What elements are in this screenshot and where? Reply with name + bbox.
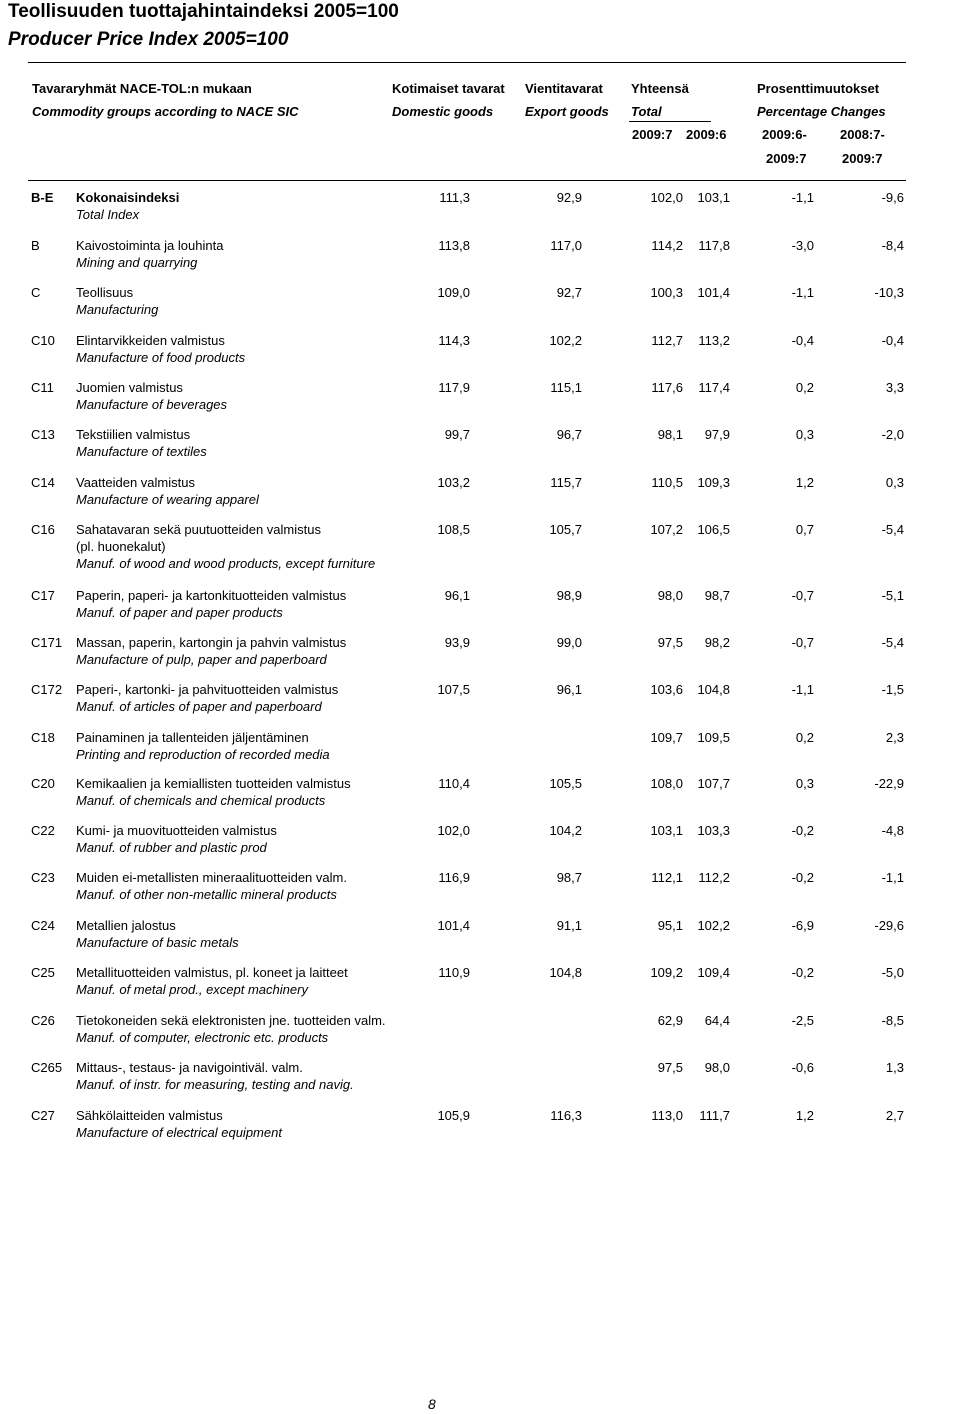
total-2009-6-value: 103,3: [697, 823, 730, 838]
row-code: C11: [31, 380, 54, 395]
export-value: 99,0: [556, 635, 582, 650]
row-label-fi: Paperin, paperi- ja kartonkituotteiden valmistus: [76, 588, 347, 603]
pct-change-monthly: -0,7: [791, 588, 814, 603]
total-2009-7-value: 100,3: [650, 285, 683, 300]
row-label-fi: Kaivostoiminta ja louhinta: [76, 238, 224, 253]
total-2009-7-value: 98,0: [657, 588, 683, 603]
row-code: B: [31, 238, 40, 253]
domestic-value: 107,5: [437, 682, 470, 697]
total-2009-7-value: 97,5: [657, 635, 683, 650]
pct-change-monthly: -3,0: [791, 238, 814, 253]
row-code: C10: [31, 333, 55, 348]
row-label-fi: Juomien valmistus: [76, 380, 183, 395]
row-code: C172: [31, 682, 63, 697]
table-row: [0, 823, 960, 863]
table-row: [0, 1060, 960, 1100]
header-export-en: Export goods: [525, 104, 609, 119]
total-2009-7-value: 107,2: [650, 522, 683, 537]
row-code: C26: [31, 1013, 55, 1028]
pct-change-monthly: -0,2: [791, 965, 814, 980]
export-value: 96,1: [556, 682, 582, 697]
header-pct1-a: 2009:6-: [762, 127, 807, 142]
pct-change-yearly: -22,9: [874, 776, 904, 791]
total-2009-6-value: 117,8: [698, 238, 730, 253]
header-groups-fi: Tavararyhmät NACE-TOL:n mukaan: [32, 81, 252, 96]
row-label-en: Manufacture of beverages: [76, 397, 228, 412]
domestic-value: 111,3: [439, 190, 470, 205]
row-code: C13: [31, 427, 55, 442]
row-label-en: Manuf. of metal prod., except machinery: [76, 982, 308, 997]
pct-change-yearly: -10,3: [874, 285, 904, 300]
table-row: [0, 918, 960, 958]
table-row: [0, 238, 960, 278]
total-2009-6-value: 104,8: [697, 682, 730, 697]
total-2009-7-value: 114,2: [651, 238, 683, 253]
pct-change-yearly: 2,3: [885, 730, 904, 745]
row-label-en: Manuf. of wood and wood products, except furniture: [76, 556, 376, 571]
row-label-fi: Kumi- ja muovituotteiden valmistus: [76, 823, 277, 838]
header-total-en: Total: [631, 104, 662, 119]
row-label-fi: Kokonaisindeksi: [76, 190, 180, 205]
domestic-value: 109,0: [437, 285, 470, 300]
row-label-fi: Kemikaalien ja kemiallisten tuotteiden valmistus: [76, 776, 351, 791]
row-label-fi: Teollisuus: [76, 285, 134, 300]
table-row: [0, 965, 960, 1005]
total-2009-6-value: 109,3: [697, 475, 730, 490]
total-2009-7-value: 97,5: [657, 1060, 683, 1075]
export-value: 96,7: [556, 427, 582, 442]
header-pct2-a: 2008:7-: [840, 127, 885, 142]
row-code: C171: [31, 635, 63, 650]
domestic-value: 102,0: [437, 823, 470, 838]
table-row: [0, 1108, 960, 1148]
pct-change-monthly: 1,2: [795, 1108, 814, 1123]
row-label-fi: Mittaus-, testaus- ja navigointiväl. valm.: [76, 1060, 303, 1075]
pct-change-yearly: -4,8: [881, 823, 904, 838]
table-row: [0, 588, 960, 628]
row-code: C18: [31, 730, 55, 745]
pct-change-monthly: -1,1: [791, 682, 814, 697]
row-label-en: Manufacturing: [76, 302, 159, 317]
pct-change-monthly: 0,2: [795, 730, 814, 745]
total-2009-7-value: 95,1: [657, 918, 683, 933]
pct-change-yearly: -29,6: [874, 918, 904, 933]
domestic-value: 96,1: [444, 588, 470, 603]
domestic-value: 117,9: [438, 380, 470, 395]
total-2009-6-value: 103,1: [697, 190, 730, 205]
header-bottom-rule: [28, 180, 906, 181]
pct-change-monthly: -0,4: [791, 333, 814, 348]
total-2009-7-value: 102,0: [650, 190, 683, 205]
table-row: [0, 870, 960, 910]
pct-change-monthly: 1,2: [795, 475, 814, 490]
export-value: 105,7: [549, 522, 582, 537]
header-domestic-fi: Kotimaiset tavarat: [392, 81, 505, 96]
total-2009-7-value: 112,1: [651, 870, 683, 885]
total-2009-7-value: 117,6: [651, 380, 683, 395]
row-code: C: [31, 285, 41, 300]
row-label-fi: Elintarvikkeiden valmistus: [76, 333, 225, 348]
pct-change-yearly: -9,6: [881, 190, 904, 205]
pct-change-monthly: -0,7: [791, 635, 814, 650]
total-2009-6-value: 106,5: [697, 522, 730, 537]
domestic-value: 110,4: [438, 776, 470, 791]
page-number: 8: [428, 1396, 436, 1412]
row-label-en: Printing and reproduction of recorded media: [76, 747, 330, 762]
pct-change-monthly: -6,9: [791, 918, 814, 933]
header-groups-en: Commodity groups according to NACE SIC: [32, 104, 299, 119]
row-code: C25: [31, 965, 55, 980]
pct-change-yearly: -8,5: [881, 1013, 904, 1028]
row-label-en: Manufacture of textiles: [76, 444, 207, 459]
export-value: 92,9: [556, 190, 582, 205]
total-2009-6-value: 98,0: [704, 1060, 730, 1075]
domestic-value: 101,4: [437, 918, 470, 933]
table-row: [0, 380, 960, 420]
pct-change-yearly: 0,3: [885, 475, 904, 490]
row-label-fi: Metallituotteiden valmistus, pl. koneet ja laitteet: [76, 965, 348, 980]
row-label-en: Manufacture of wearing apparel: [76, 492, 259, 507]
header-col-2009-7: 2009:7: [632, 127, 673, 142]
export-value: 104,8: [549, 965, 582, 980]
export-value: 92,7: [556, 285, 582, 300]
table-row: [0, 522, 960, 571]
header-domestic-en: Domestic goods: [392, 104, 494, 119]
total-2009-7-value: 103,6: [650, 682, 683, 697]
table-row: [0, 427, 960, 467]
pct-change-yearly: -0,4: [881, 333, 904, 348]
domestic-value: 114,3: [438, 333, 470, 348]
total-2009-6-value: 109,5: [697, 730, 730, 745]
row-code: C14: [31, 475, 55, 490]
pct-change-monthly: 0,7: [795, 522, 814, 537]
row-label-fi: Massan, paperin, kartongin ja pahvin valmistus: [76, 635, 347, 650]
row-label-en: Manuf. of chemicals and chemical products: [76, 793, 326, 808]
top-rule: [28, 62, 906, 63]
header-export-fi: Vientitavarat: [525, 81, 603, 96]
row-label-fi: Tekstiilien valmistus: [76, 427, 191, 442]
export-value: 116,3: [550, 1108, 582, 1123]
row-code: C22: [31, 823, 55, 838]
header-total-underline: [629, 121, 711, 122]
row-label-fi-cont: (pl. huonekalut): [76, 539, 166, 554]
total-2009-7-value: 110,5: [651, 475, 683, 490]
export-value: 91,1: [556, 918, 582, 933]
pct-change-yearly: 1,3: [885, 1060, 904, 1075]
table-row: [0, 1013, 960, 1053]
domestic-value: 113,8: [438, 238, 470, 253]
row-label-en: Manuf. of instr. for measuring, testing and navig.: [76, 1077, 354, 1092]
pct-change-yearly: -1,5: [881, 682, 904, 697]
row-label-en: Manufacture of basic metals: [76, 935, 239, 950]
total-2009-6-value: 102,2: [697, 918, 730, 933]
total-2009-6-value: 109,4: [697, 965, 730, 980]
header-pct2-b: 2009:7: [842, 151, 883, 166]
export-value: 104,2: [549, 823, 582, 838]
row-label-en: Manuf. of articles of paper and paperboard: [76, 699, 322, 714]
row-label-fi: Sahatavaran sekä puutuotteiden valmistus: [76, 522, 321, 537]
domestic-value: 103,2: [437, 475, 470, 490]
row-code: C27: [31, 1108, 55, 1123]
table-row: [0, 730, 960, 770]
table-row: [0, 475, 960, 515]
total-2009-7-value: 113,0: [651, 1108, 683, 1123]
total-2009-6-value: 98,7: [704, 588, 730, 603]
table-row: [0, 776, 960, 816]
pct-change-yearly: -8,4: [881, 238, 904, 253]
header-pct1-b: 2009:7: [766, 151, 807, 166]
pct-change-monthly: 0,3: [795, 427, 814, 442]
row-label-en: Manufacture of pulp, paper and paperboard: [76, 652, 327, 667]
total-2009-7-value: 103,1: [650, 823, 683, 838]
table-row: [0, 190, 960, 230]
export-value: 98,7: [556, 870, 582, 885]
pct-change-monthly: -1,1: [791, 190, 814, 205]
row-label-en: Manuf. of rubber and plastic prod: [76, 840, 267, 855]
row-code: C24: [31, 918, 55, 933]
pct-change-monthly: 0,2: [795, 380, 814, 395]
export-value: 115,7: [550, 475, 582, 490]
domestic-value: 99,7: [444, 427, 470, 442]
table-row: [0, 635, 960, 675]
total-2009-6-value: 107,7: [697, 776, 730, 791]
pct-change-yearly: -5,4: [881, 635, 904, 650]
page-title-en: Producer Price Index 2005=100: [8, 29, 289, 50]
page-title-fi: Teollisuuden tuottajahintaindeksi 2005=100: [8, 1, 399, 22]
export-value: 115,1: [550, 380, 582, 395]
total-2009-6-value: 97,9: [704, 427, 730, 442]
domestic-value: 105,9: [437, 1108, 470, 1123]
row-label-en: Total Index: [76, 207, 140, 222]
total-2009-6-value: 111,7: [699, 1108, 730, 1123]
pct-change-yearly: 3,3: [885, 380, 904, 395]
export-value: 98,9: [556, 588, 582, 603]
table-row: [0, 333, 960, 373]
row-label-fi: Muiden ei-metallisten mineraalituotteiden valm.: [76, 870, 347, 885]
pct-change-yearly: -5,1: [881, 588, 904, 603]
header-pct-fi: Prosenttimuutokset: [757, 81, 880, 96]
row-label-en: Manuf. of other non-metallic mineral products: [76, 887, 337, 902]
total-2009-6-value: 64,4: [704, 1013, 730, 1028]
domestic-value: 116,9: [438, 870, 470, 885]
row-label-en: Manuf. of paper and paper products: [76, 605, 283, 620]
header-total-fi: Yhteensä: [631, 81, 689, 96]
row-label-en: Manufacture of food products: [76, 350, 246, 365]
row-label-fi: Paperi-, kartonki- ja pahvituotteiden valmistus: [76, 682, 339, 697]
pct-change-monthly: -0,2: [791, 870, 814, 885]
pct-change-yearly: 2,7: [885, 1108, 904, 1123]
pct-change-monthly: -0,2: [791, 823, 814, 838]
domestic-value: 110,9: [438, 965, 470, 980]
row-label-fi: Vaatteiden valmistus: [76, 475, 195, 490]
pct-change-yearly: -5,0: [881, 965, 904, 980]
row-label-fi: Tietokoneiden sekä elektronisten jne. tuotteiden valm.: [76, 1013, 386, 1028]
row-code: B-E: [31, 190, 54, 205]
domestic-value: 108,5: [437, 522, 470, 537]
total-2009-7-value: 112,7: [651, 333, 683, 348]
row-code: C20: [31, 776, 55, 791]
row-label-fi: Painaminen ja tallenteiden jäljentäminen: [76, 730, 309, 745]
total-2009-6-value: 117,4: [698, 380, 730, 395]
total-2009-7-value: 108,0: [650, 776, 683, 791]
total-2009-7-value: 62,9: [657, 1013, 683, 1028]
export-value: 117,0: [550, 238, 582, 253]
table-row: [0, 682, 960, 722]
row-label-fi: Sähkölaitteiden valmistus: [76, 1108, 223, 1123]
total-2009-6-value: 112,2: [698, 870, 730, 885]
row-label-en: Manufacture of electrical equipment: [76, 1125, 282, 1140]
pct-change-monthly: -0,6: [791, 1060, 814, 1075]
pct-change-monthly: -1,1: [791, 285, 814, 300]
pct-change-yearly: -2,0: [881, 427, 904, 442]
pct-change-yearly: -5,4: [881, 522, 904, 537]
header-col-2009-6: 2009:6: [686, 127, 727, 142]
pct-change-monthly: -2,5: [791, 1013, 814, 1028]
header-pct-en: Percentage Changes: [757, 104, 886, 119]
export-value: 105,5: [549, 776, 582, 791]
domestic-value: 93,9: [444, 635, 470, 650]
total-2009-6-value: 101,4: [697, 285, 730, 300]
row-label-fi: Metallien jalostus: [76, 918, 176, 933]
total-2009-6-value: 98,2: [704, 635, 730, 650]
row-code: C17: [31, 588, 55, 603]
row-code: C23: [31, 870, 55, 885]
row-code: C265: [31, 1060, 63, 1075]
row-label-en: Manuf. of computer, electronic etc. products: [76, 1030, 329, 1045]
total-2009-7-value: 109,7: [650, 730, 683, 745]
row-code: C16: [31, 522, 55, 537]
row-label-en: Mining and quarrying: [76, 255, 198, 270]
total-2009-7-value: 109,2: [650, 965, 683, 980]
pct-change-yearly: -1,1: [881, 870, 904, 885]
total-2009-7-value: 98,1: [657, 427, 683, 442]
export-value: 102,2: [549, 333, 582, 348]
pct-change-monthly: 0,3: [795, 776, 814, 791]
total-2009-6-value: 113,2: [698, 333, 730, 348]
table-row: [0, 285, 960, 325]
